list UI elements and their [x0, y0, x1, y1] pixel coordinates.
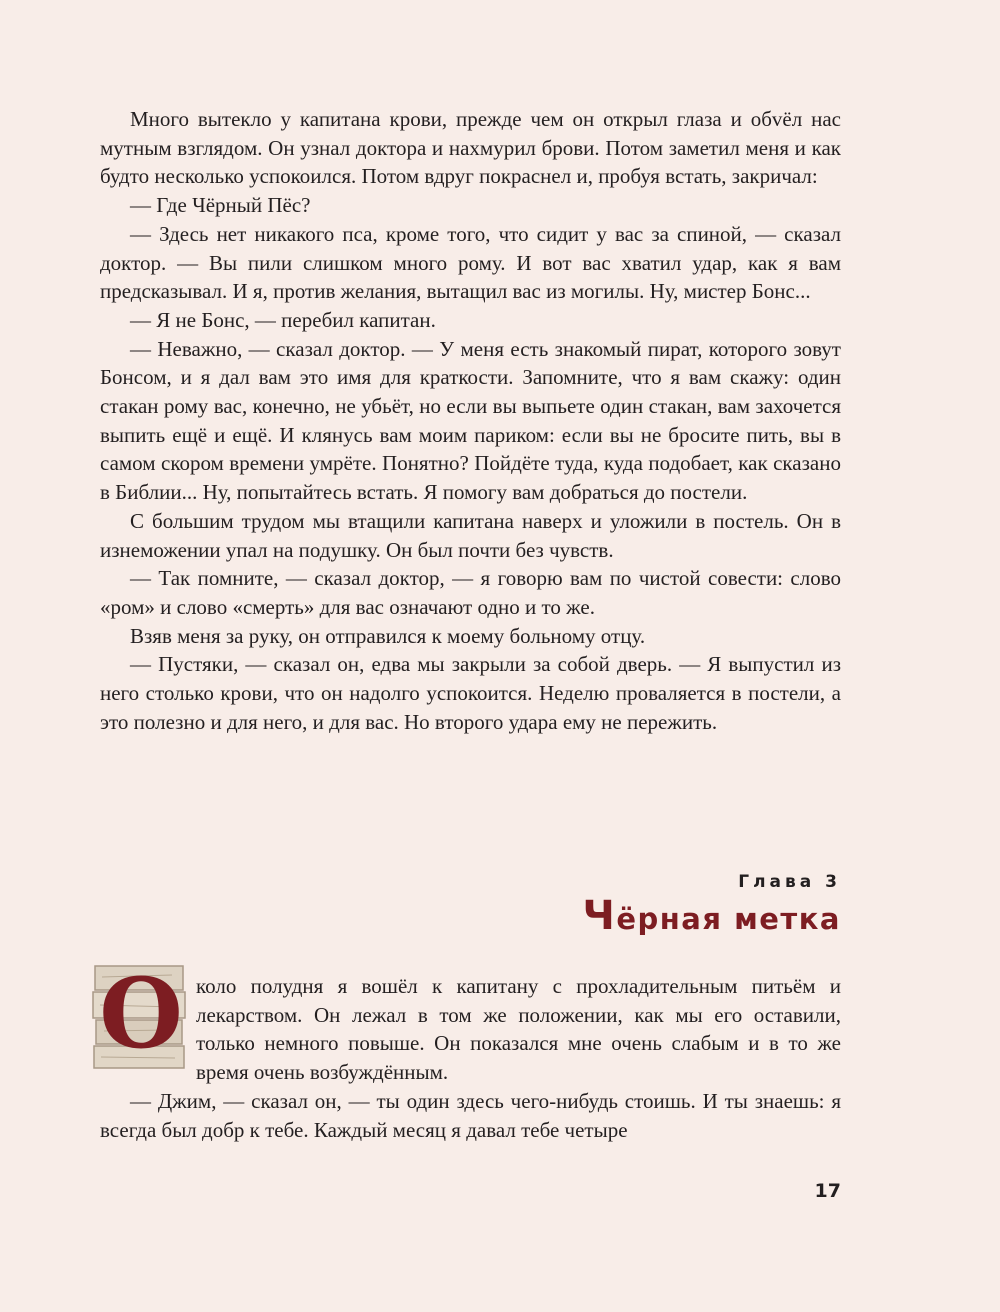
page-number: 17 [814, 1180, 841, 1202]
main-text-top [100, 105, 841, 736]
chapter-title [582, 893, 841, 939]
main-text-bottom [100, 972, 841, 1144]
chapter-title-initial: Ч [582, 893, 617, 939]
drop-cap-letter: О [99, 957, 183, 1070]
paragraph: — Так помните, — сказал доктор, — я говорю вам по чистой совести: слово «ром» и слово «смерть» для вас означают одно и то же. [100, 566, 841, 619]
drop-cap-spacer [100, 972, 196, 1084]
paragraph: — Джим, — сказал он, — ты один здесь чего-нибудь стоишь. И ты знаешь: я всегда был добр к тебе. Каждый месяц я давал тебе четыре [100, 1088, 841, 1142]
paragraph: Много вытекло у капитана крови, прежде чем он открыл глаза и обvёл нас мутным взглядом. Он узнал доктора и нахмурил брови. Потом заметил меня и как будто несколько успокоился. Потом вдруг покраснел и, пробуя встать, закричал: [100, 107, 841, 189]
chapter-title-rest: ёрная метка [616, 902, 841, 936]
paragraph: — Я не Бонс, — перебил капитан. [130, 307, 436, 332]
paragraph: коло полудня я вошёл к капитану с прохладительным питьём и лекарством. Он лежал в том же положении, как мы его оставили, только немного повыше. Он показался мне очень слабым и в то же время очень возбуждённым. [196, 974, 841, 1085]
paragraph: — Неважно, — сказал доктор. — У меня есть знакомый пират, которого зовут Бонсом, и я дал вам это имя для краткости. Запомните, что я вам скажу: один стакан рому вас, конечно, не убьёт, но если вы выпьете один стакан, вам захочется выпить ещё и ещё. И клянусь вам моим париком: если вы не бросите пить, вы в самом скором времени умрёте. Понятно? Пойдёте туда, куда подобает, как сказано в Библии... Ну, попытайтесь встать. Я помогу вам добраться до постели. [100, 336, 841, 505]
paragraph: — Пустяки, — сказал он, едва мы закрыли за собой дверь. — Я выпустил из него столько крови, что он надолго успокоится. Неделю проваляется в постели, а это полезно и для него, и для вас. Но второго удара ему не пережить. [100, 652, 841, 734]
paragraph: — Здесь нет никакого пса, кроме того, что сидит у вас за спиной, — сказал доктор. — Вы пили слишком много рому. И вот вас хватил удар, как я вам предсказывал. И я, против желания, вытащил вас из могилы. Ну, мистер Бонс... [100, 221, 841, 304]
paragraph: Взяв меня за руку, он отправился к моему больному отцу. [130, 623, 646, 648]
paragraph: С большим трудом мы втащили капитана наверх и уложили в постель. Он в изнеможении упал на подушку. Он был почти без чувств. [100, 508, 841, 562]
paragraph: — Где Чёрный Пёс? [130, 193, 311, 218]
chapter-label: Глава 3 [738, 872, 841, 892]
